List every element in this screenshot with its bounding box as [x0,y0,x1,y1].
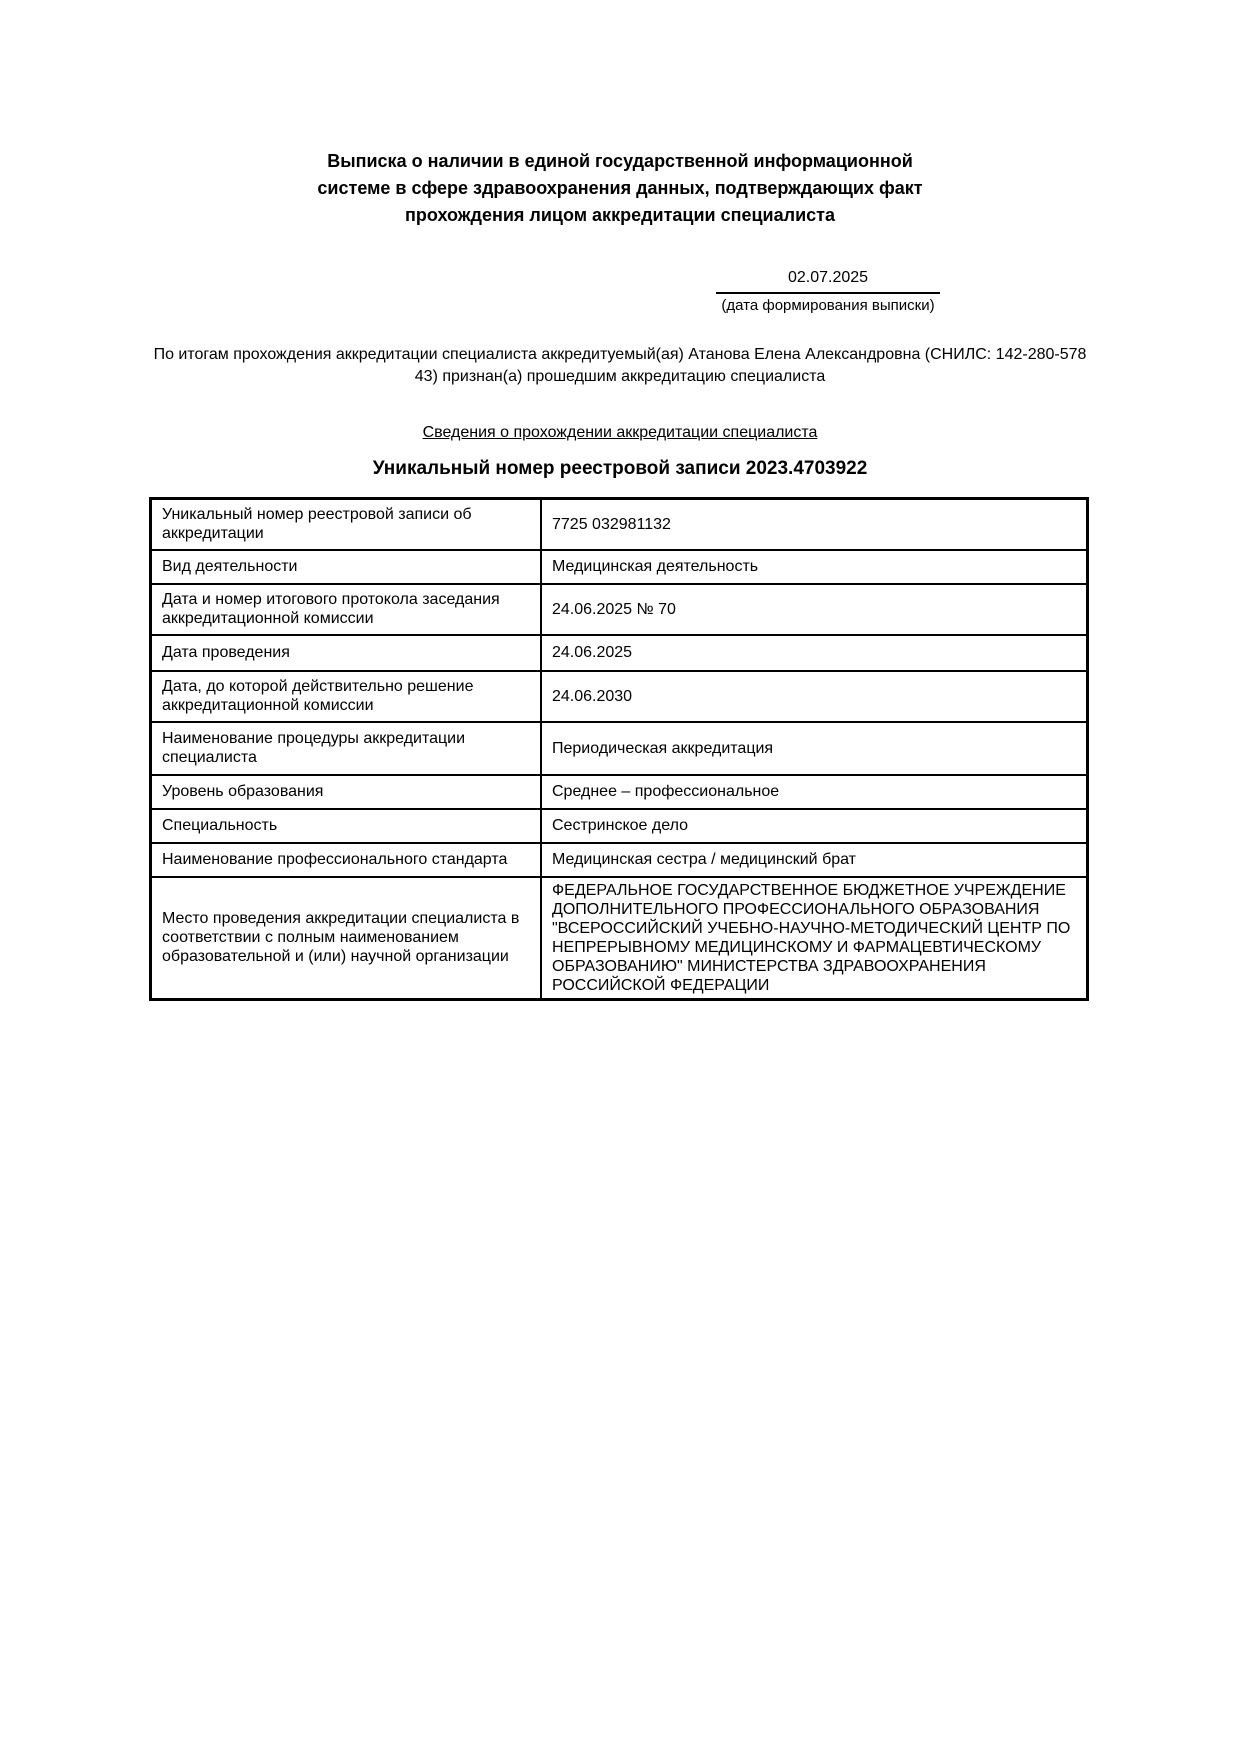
table-row [151,635,1088,671]
table-value-cell: Среднее – профессиональное [541,775,1088,809]
document-title-line: системе в сфере здравоохранения данных, подтверждающих факт [317,178,923,198]
section-heading: Сведения о прохождении аккредитации специалиста [422,424,818,441]
table-label-cell: Дата, до которой действительно решение аккредитационной комиссии [151,671,542,722]
generation-date-caption: (дата формирования выписки) [721,297,935,314]
table-value-cell: Периодическая аккредитация [541,722,1088,775]
table-row [151,809,1088,843]
intro-paragraph: По итогам прохождения аккредитации специалиста аккредитуемый(ая) Атанова Елена Александровна (СНИЛС: 142-280-578 43) признан(а) прошедшим аккредитацию специалиста [153,346,1087,385]
accreditation-table [149,497,1089,1001]
table-row [151,722,1088,775]
table-label-cell: Наименование профессионального стандарта [151,843,542,877]
table-label-cell: Дата и номер итогового протокола заседания аккредитационной комиссии [151,584,542,635]
table-label-cell: Наименование процедуры аккредитации специалиста [151,722,542,775]
table-value-cell: 24.06.2025 № 70 [541,584,1088,635]
table-label-cell: Уровень образования [151,775,542,809]
table-value-cell: Сестринское дело [541,809,1088,843]
table-value-cell: 7725 032981132 [541,499,1088,550]
document-title-line: прохождения лицом аккредитации специалиста [405,205,835,225]
table-label-cell: Вид деятельности [151,550,542,584]
table-label-cell: Специальность [151,809,542,843]
generation-date-block [716,268,940,316]
table-row [151,584,1088,635]
table-row [151,775,1088,809]
table-row [151,843,1088,877]
document-title-line: Выписка о наличии в единой государственной информационной [327,151,913,171]
table-value-cell: ФЕДЕРАЛЬНОЕ ГОСУДАРСТВЕННОЕ БЮДЖЕТНОЕ УЧРЕЖДЕНИЕ ДОПОЛНИТЕЛЬНОГО ПРОФЕССИОНАЛЬНОГО ОБРАЗОВАНИЯ "ВСЕРОССИЙСКИЙ УЧЕБНО-НАУЧНО-МЕТОДИЧЕСКИЙ ЦЕНТР ПО НЕПРЕРЫВНОМУ МЕДИЦИНСКОМУ И ФАРМАЦЕВТИЧЕСКОМУ ОБРАЗОВАНИЮ" МИНИСТЕРСТВА ЗДРАВООХРАНЕНИЯ РОССИЙСКОЙ ФЕДЕРАЦИИ [541,877,1088,1000]
table-value-cell: Медицинская деятельность [541,550,1088,584]
generation-date-value: 02.07.2025 [716,268,940,294]
table-row [151,877,1088,1000]
table-label-cell: Дата проведения [151,635,542,671]
table-value-cell: 24.06.2030 [541,671,1088,722]
table-row [151,499,1088,550]
table-label-cell: Место проведения аккредитации специалиста в соответствии с полным наименованием образовательной и (или) научной организации [151,877,542,1000]
table-value-cell: Медицинская сестра / медицинский брат [541,843,1088,877]
table-label-cell: Уникальный номер реестровой записи об аккредитации [151,499,542,550]
document-title [0,148,1240,229]
table-value-cell: 24.06.2025 [541,635,1088,671]
table-row [151,671,1088,722]
registry-number-line: Уникальный номер реестровой записи 2023.4703922 [372,458,868,479]
table-row [151,550,1088,584]
